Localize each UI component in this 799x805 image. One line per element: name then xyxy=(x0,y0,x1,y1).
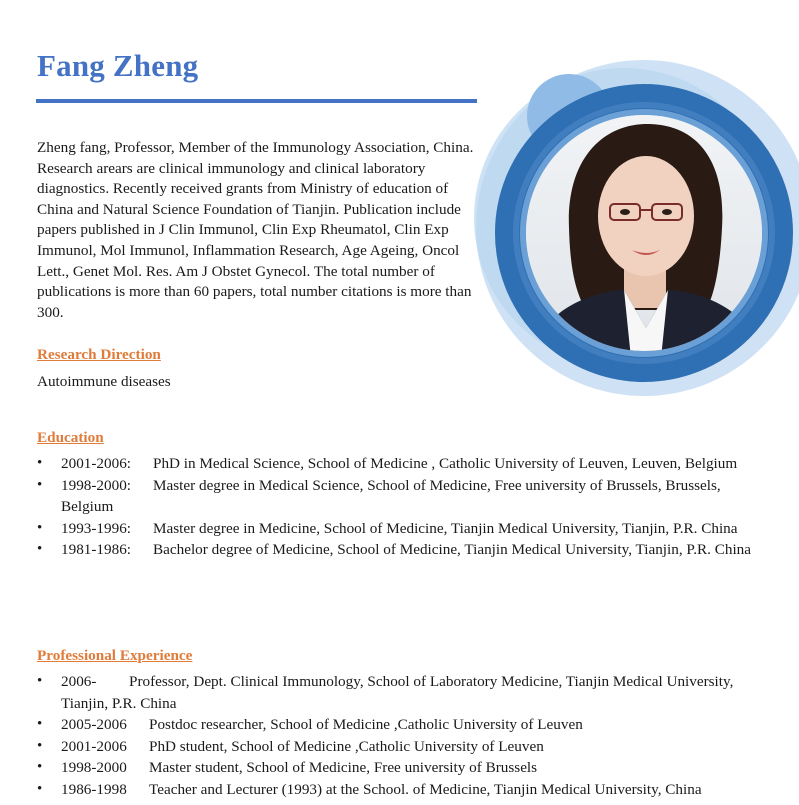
education-heading: Education xyxy=(37,429,104,446)
education-years: 1993-1996: xyxy=(61,519,132,537)
education-list xyxy=(37,453,757,561)
bullet-icon: • xyxy=(37,519,43,536)
list-item xyxy=(37,779,757,801)
list-item xyxy=(37,453,757,475)
experience-text: PhD student, School of Medicine ,Catholic University of Leuven xyxy=(149,737,544,755)
education-text: PhD in Medical Science, School of Medicine , Catholic University of Leuven, Leuven, Belgium xyxy=(153,455,738,472)
experience-text: Professor, Dept. Clinical Immunology, School of Laboratory Medicine, Tianjin Medical University, Tianjin, P.R. China xyxy=(61,673,734,712)
professional-experience-heading: Professional Experience xyxy=(37,647,193,664)
education-text: Master degree in Medicine, School of Medicine, Tianjin Medical University, Tianjin, P.R. China xyxy=(153,519,738,537)
experience-text: Teacher and Lecturer (1993) at the School. of Medicine, Tianjin Medical University, China xyxy=(149,780,702,798)
portrait-frame xyxy=(474,28,799,423)
list-item xyxy=(37,671,757,714)
experience-text: Postdoc researcher, School of Medicine ,Catholic University of Leuven xyxy=(149,716,583,733)
experience-years: 1986-1998 xyxy=(61,780,127,798)
education-years: 1981-1986: xyxy=(61,541,132,558)
portrait-ring-graphic xyxy=(474,28,799,423)
bullet-icon: • xyxy=(37,455,43,471)
experience-list xyxy=(37,671,757,800)
page-title: Fang Zheng xyxy=(37,48,199,83)
list-item xyxy=(37,736,757,758)
education-years: 1998-2000: xyxy=(61,476,132,494)
experience-years: 2001-2006 xyxy=(61,737,127,755)
research-direction-text: Autoimmune diseases xyxy=(37,373,171,390)
list-item xyxy=(37,475,757,518)
list-item xyxy=(37,539,757,561)
bio-paragraph: Zheng fang, Professor, Member of the Immunology Association, China. Research arears are clinical immunology and clinical laboratory diagnostics. Recently received grants from Ministry of education of China and Natural Science Foundation of Tianjin. Publication include papers published in J Clin Immunol, Clin Exp Rheumatol, Clin Exp Immunol, Mol Immunol, Inflammation Research, Age Ageing, Oncol Lett., Genet Mol. Res. Am J Obstet Gynecol. The total number of publications is more than 60 papers, total number citations is more than 300. xyxy=(37,139,474,321)
education-text: Bachelor degree of Medicine, School of Medicine, Tianjin Medical University, Tianjin, P.R. China xyxy=(153,541,751,558)
list-item xyxy=(37,757,757,779)
bullet-icon: • xyxy=(37,780,43,797)
bullet-icon: • xyxy=(37,476,43,493)
bullet-icon: • xyxy=(37,737,43,754)
education-years: 2001-2006: xyxy=(61,455,132,472)
education-text: Master degree in Medical Science, School of Medicine, Free university of Brussels, Brussels, Belgium xyxy=(61,476,721,515)
list-item xyxy=(37,518,757,540)
experience-years: 1998-2000 xyxy=(61,759,127,776)
experience-text: Master student, School of Medicine, Free university of Brussels xyxy=(149,759,538,776)
title-divider xyxy=(36,99,477,103)
experience-years: 2005-2006 xyxy=(61,716,127,733)
list-item xyxy=(37,714,757,736)
research-direction-heading: Research Direction xyxy=(37,346,161,363)
experience-years: 2006- xyxy=(61,673,97,690)
bullet-icon: • xyxy=(37,759,43,775)
bullet-icon: • xyxy=(37,716,43,732)
bullet-icon: • xyxy=(37,673,43,689)
bullet-icon: • xyxy=(37,541,43,557)
